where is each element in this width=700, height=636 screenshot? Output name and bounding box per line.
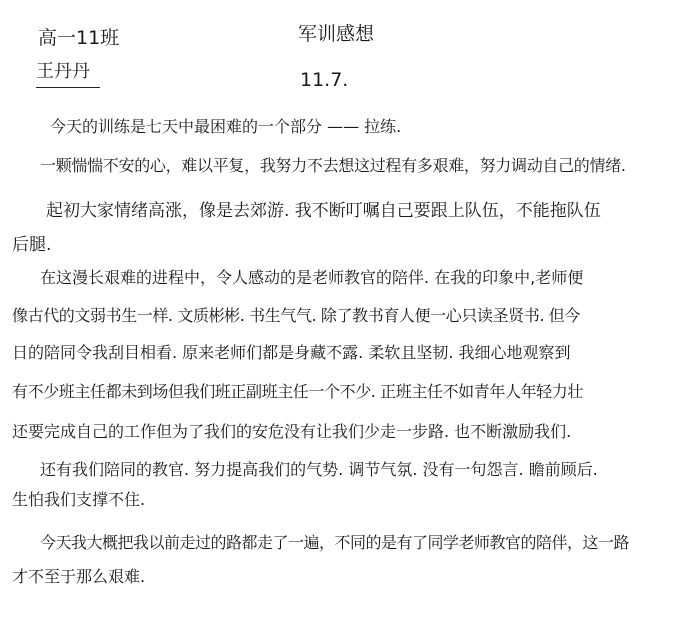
text-line: 在这漫长艰难的进程中，令人感动的是老师教官的陪伴. 在我的印象中,老师便	[40, 268, 584, 287]
text-line: 后腿.	[12, 235, 52, 255]
text-line: 起初大家情绪高涨，像是去郊游. 我不断叮嘱自己要跟上队伍，不能拖队伍	[46, 201, 601, 221]
text-line: 今天的训练是七天中最困难的一个部分 —— 拉练.	[50, 117, 402, 136]
text-line: 生怕我们支撑不住.	[12, 490, 146, 509]
student-signature	[36, 60, 102, 88]
text-line: 像古代的文弱书生一样. 文质彬彬. 书生气气. 除了教书育人便一心只读圣贤书. 但今	[12, 306, 580, 325]
text-line: 才不至于那么艰难.	[12, 567, 146, 586]
signature-underline	[36, 87, 100, 88]
text-line: 还有我们陪同的教官. 努力提高我们的气势. 调节气氛. 没有一句怨言. 瞻前顾后.	[40, 460, 598, 479]
text-line: 今天我大概把我以前走过的路都走了一遍，不同的是有了同学老师教官的陪伴，这一路	[40, 533, 630, 552]
text-line: 日的陪同令我刮目相看. 原来老师们都是身藏不露. 柔软且坚韧. 我细心地观察到	[12, 343, 571, 362]
text-line: 还要完成自己的工作但为了我们的安危没有让我们少走一步路. 也不断激励我们.	[12, 422, 572, 441]
page-title: 军训感想	[298, 23, 375, 45]
date-label: 11.7.	[300, 69, 349, 91]
text-line: 有不少班主任都未到场但我们班正副班主任一个不少. 正班主任不如青年人年轻力壮	[12, 382, 583, 401]
student-name: 王丹丹	[36, 61, 90, 82]
text-line: 一颗惴惴不安的心，难以平复，我努力不去想这过程有多艰难，努力调动自己的情绪.	[40, 156, 626, 175]
class-label: 高一11班	[38, 27, 120, 49]
